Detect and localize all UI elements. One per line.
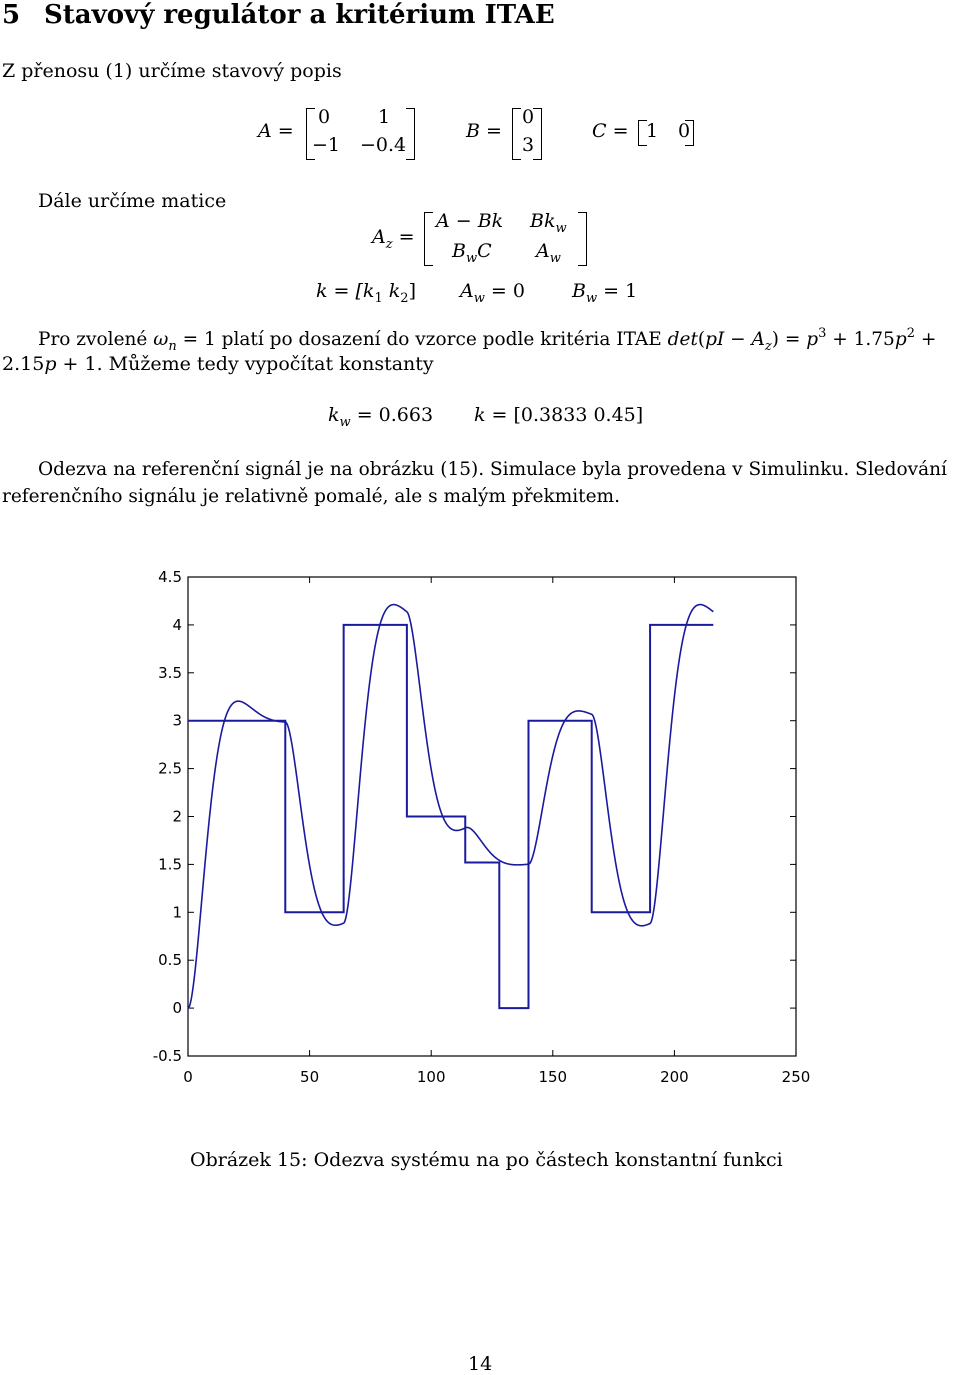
- k-constant: k = [0.3833 0.45]: [474, 404, 644, 426]
- y-tick-label: 0: [172, 999, 182, 1018]
- matrix-b-cell: 0: [522, 106, 535, 128]
- dale-text: Dále určíme matice: [38, 190, 227, 212]
- k-definition: $k = [k_1$ $k_2$]: [316, 280, 416, 306]
- matrix-c-label: C =: [592, 120, 629, 142]
- plot-frame: [188, 577, 796, 1056]
- x-tick-label: 0: [183, 1068, 193, 1086]
- kw-constant: $k_w = 0.663$: [328, 404, 434, 430]
- itae-paragraph-line1: Pro zvolené $\omega_n = 1$ platí po dosazení do vzorce podle kritéria ITAE $\det(pI - A_z) = p^3 + 1.75p^2$ +: [38, 326, 937, 354]
- itae-paragraph-line2: 2.15p + 1. Můžeme tedy vypočítat konstanty: [2, 353, 434, 375]
- page-number: 14: [468, 1353, 493, 1375]
- x-tick-label: 50: [300, 1068, 320, 1086]
- intro-text: Z přenosu (1) určíme stavový popis: [2, 60, 342, 82]
- matrix-a-label: A =: [258, 120, 294, 142]
- section-number: 5: [2, 0, 21, 30]
- az-label: $A_z$ =: [372, 226, 415, 252]
- series-reference-line: [188, 625, 713, 1008]
- y-tick-label: 2.5: [158, 759, 182, 778]
- az-cell: A − Bk: [436, 210, 504, 232]
- az-cell: $B_wC$: [452, 240, 492, 266]
- y-tick-label: 2: [172, 807, 182, 826]
- x-tick-label: 100: [416, 1068, 446, 1086]
- x-tick-label: 150: [538, 1068, 568, 1086]
- y-tick-label: 4: [172, 615, 182, 634]
- response-paragraph-line2: referenčního signálu je relativně pomalé, ale s malým překmitem.: [2, 486, 620, 507]
- matrix-c-cell: 0: [678, 120, 691, 142]
- figure-caption: Obrázek 15: Odezva systému na po částech konstantní funkci: [190, 1149, 783, 1171]
- matrix-a-cell: −1: [312, 134, 341, 156]
- y-tick-label: 3: [172, 711, 182, 730]
- az-cell: $A_w$: [536, 240, 561, 266]
- y-tick-label: -0.5: [152, 1047, 182, 1065]
- y-tick-label: 1: [172, 903, 182, 922]
- series-response-line: [188, 605, 713, 1009]
- matrix-c-cell: 1: [646, 120, 659, 142]
- az-cell: $Bk_w$: [530, 210, 567, 236]
- matrix-b-label: B =: [466, 120, 502, 142]
- matrix-a-cell: −0.4: [360, 134, 407, 156]
- y-tick-label: 1.5: [158, 855, 182, 874]
- response-paragraph-line1: Odezva na referenční signál je na obrázku (15). Simulace byla provedena v Simulinku. Sledování: [38, 459, 947, 480]
- x-tick-label: 200: [660, 1068, 689, 1086]
- aw-definition: $A_w = 0$: [460, 280, 525, 306]
- matrix-a-cell: 0: [318, 106, 331, 128]
- y-tick-label: 4.5: [158, 568, 182, 586]
- matrix-b-cell: 3: [522, 134, 535, 156]
- section-title: Stavový regulátor a kritérium ITAE: [44, 0, 555, 30]
- bw-definition: $B_w = 1$: [572, 280, 638, 306]
- x-tick-label: 250: [781, 1068, 811, 1086]
- y-tick-label: 3.5: [158, 663, 182, 682]
- matrix-a-cell: 1: [378, 106, 391, 128]
- y-tick-label: 0.5: [158, 951, 182, 970]
